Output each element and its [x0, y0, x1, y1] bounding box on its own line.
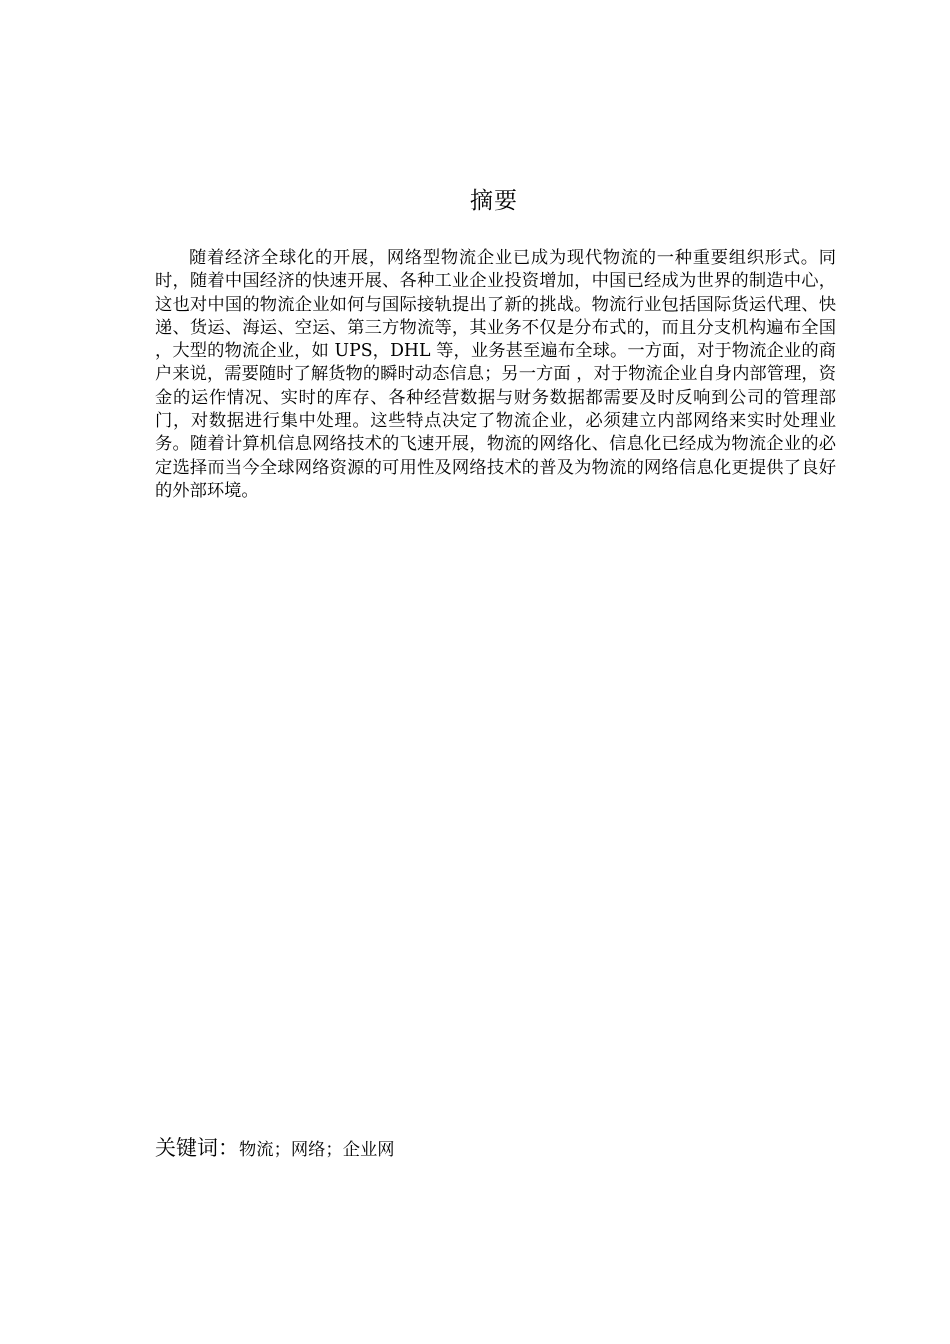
- keywords-line: [155, 1131, 395, 1168]
- keywords-label: 关键词：: [155, 1136, 239, 1160]
- abstract-paragraph: 随着经济全球化的开展，网络型物流企业已成为现代物流的一种重要组织形式。同时，随着中国经济的快速开展、各种工业企业投资增加，中国已经成为世界的制造中心，这也对中国的物流企业如何与国际接轨提出了新的挑战。物流行业包括国际货运代理、快递、货运、海运、空运、第三方物流等，其业务不仅是分布式的，而且分支机构遍布全国 ，大型的物流企业，如 UPS，DHL 等，业务甚至遍布全球。一方面，对于物流企业的商户来说，需要随时了解货物的瞬时动态信息；另一方面 ，对于物流企业自身内部管理，资金的运作情况、实时的库存、各种经营数据与财务数据都需要及时反响到公司的管理部门，对数据进行集中处理。这些特点决定了物流企业，必须建立内部网络来实时处理业务。随着计算机信息网络技术的飞速开展，物流的网络化、信息化已经成为物流企业的必定选择而当今全球网络资源的可用性及网络技术的普及为物流的网络信息化更提供了良好的外部环境。: [155, 248, 836, 501]
- keywords-value: 物流；网络；企业网: [239, 1140, 395, 1160]
- page-title: 摘要: [470, 188, 518, 214]
